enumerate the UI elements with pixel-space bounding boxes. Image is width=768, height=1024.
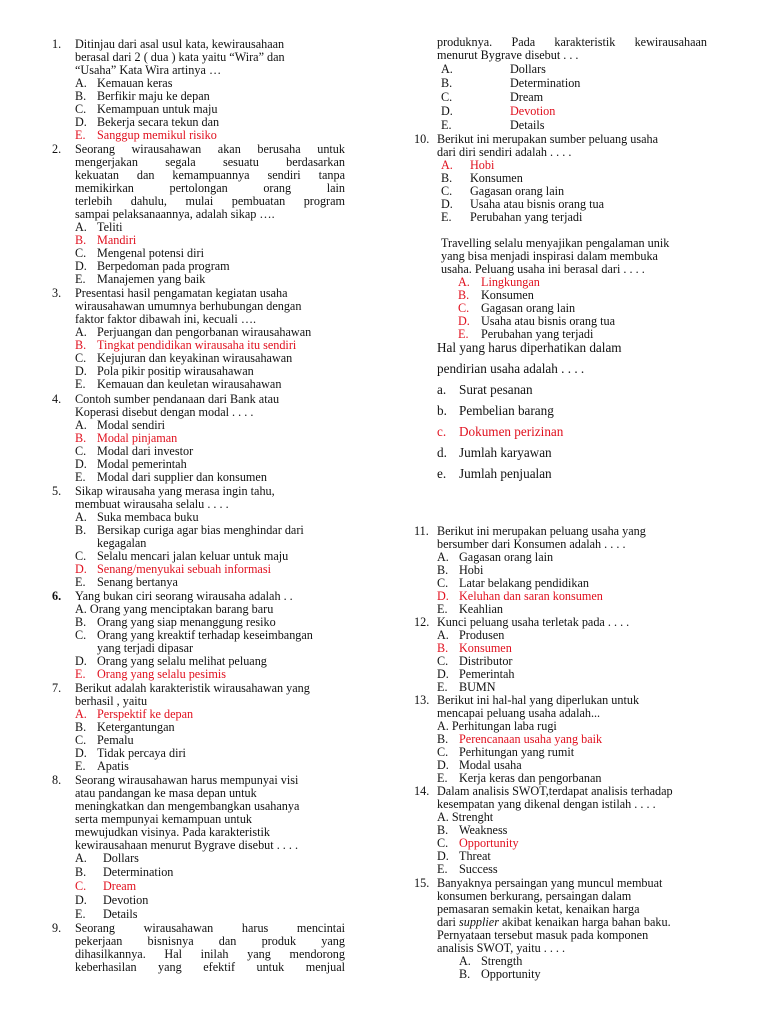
option-letter-answer: A. xyxy=(458,275,470,289)
option-text: Perubahan yang terjadi xyxy=(481,327,594,341)
option-letter: C. xyxy=(75,549,87,563)
question-8-text: serta mempunyai kemampuan untuk xyxy=(75,812,253,826)
option-letter: a. xyxy=(437,382,447,397)
question-4-text: Contoh sumber pendanaan dari Bank atau xyxy=(75,392,280,406)
option-letter: E. xyxy=(75,575,86,589)
option-text: Perjuangan dan pengorbanan wirausahawan xyxy=(97,325,312,339)
option-text: Details xyxy=(510,118,545,132)
option-text: Bersikap curiga agar bias menghindar dari xyxy=(97,523,304,537)
question-12-text: Kunci peluang usaha terletak pada . . . . xyxy=(437,615,630,629)
option-letter: E. xyxy=(75,759,86,773)
option-letter: B. xyxy=(75,720,87,734)
option-text: Gagasan orang lain xyxy=(470,184,565,198)
question-11-text: bersumber dari Konsumen adalah . . . . xyxy=(437,537,626,551)
question-3-text: Presentasi hasil pengamatan kegiatan usaha xyxy=(75,286,288,300)
question-travelling-text: yang bisa menjadi inspirasi dalam membuka xyxy=(441,249,658,263)
option-letter: B. xyxy=(459,967,471,981)
option-text: Modal dari investor xyxy=(97,444,194,458)
option-letter: B. xyxy=(75,865,87,879)
question-11-number: 11. xyxy=(414,524,429,538)
option-text: Orang yang siap menanggung resiko xyxy=(97,615,276,629)
option-letter: A. xyxy=(75,851,87,865)
option-letter: D. xyxy=(437,849,449,863)
option-letter: D. xyxy=(441,197,453,211)
option-letter-answer: D. xyxy=(437,589,449,603)
question-10-text: Berikut ini merupakan sumber peluang usaha xyxy=(437,132,659,146)
question-7-number: 7. xyxy=(52,681,62,695)
option-letter: e. xyxy=(437,466,447,481)
option-text: Konsumen xyxy=(481,288,534,302)
question-15-text: konsumen berkurang, persaingan dalam xyxy=(437,889,632,903)
option-letter: B. xyxy=(75,89,87,103)
option-letter: B. xyxy=(437,732,449,746)
question-5-number: 5. xyxy=(52,484,62,498)
option-text: Jumlah karyawan xyxy=(459,445,552,460)
option-letter: E. xyxy=(441,210,452,224)
option-letter: E. xyxy=(437,602,448,616)
question-11-text: Berikut ini merupakan peluang usaha yang xyxy=(437,524,646,538)
option-text: Pemerintah xyxy=(459,667,515,681)
option-text: Dollars xyxy=(103,851,139,865)
option-letter-answer: E. xyxy=(75,128,86,142)
option-letter-answer: B. xyxy=(75,338,87,352)
option-letter: B. xyxy=(441,76,453,90)
option-text: Mengenal potensi diri xyxy=(97,246,204,260)
option-text: A. Perhitungan laba rugi xyxy=(437,719,557,733)
question-15-text-part: akibat kenaikan harga bahan baku. xyxy=(498,915,671,929)
option-text: Berpedoman pada program xyxy=(97,259,230,273)
option-letter: D. xyxy=(75,364,87,378)
option-text-answer: Sanggup memikul risiko xyxy=(97,128,217,142)
question-8-text: atau pandangan ke masa depan untuk xyxy=(75,786,257,800)
option-text: Distributor xyxy=(459,654,513,668)
option-letter: D. xyxy=(437,758,449,772)
option-text: yang terjadi dipasar xyxy=(97,641,194,655)
question-10-text: dari diri sendiri adalah . . . . xyxy=(437,145,572,159)
question-2-text: mengerjakan segala sesuatu berdasarkan xyxy=(75,155,345,169)
option-letter: D. xyxy=(75,654,87,668)
option-text: Determination xyxy=(510,76,581,90)
question-1-text: berasal dari 2 ( dua ) kata yaitu “Wira” dan xyxy=(75,50,285,64)
option-text: kegagalan xyxy=(97,536,147,550)
question-travelling-text: Travelling selalu menyajikan pengalaman unik xyxy=(441,236,670,250)
option-letter: C. xyxy=(75,444,87,458)
question-2-text: kekuatan dan kemampuannya sendiri tanpa xyxy=(75,168,345,182)
option-text: Senang bertanya xyxy=(97,575,178,589)
option-text-answer: Keluhan dan saran konsumen xyxy=(459,589,603,603)
option-letter: A. xyxy=(459,954,471,968)
question-pendirian-text: Hal yang harus diperhatikan dalam xyxy=(437,340,622,355)
option-text-answer: Modal pinjaman xyxy=(97,431,178,445)
option-text: Gagasan orang lain xyxy=(481,301,576,315)
question-14-text: kesempatan yang dikenal dengan istilah . . . . xyxy=(437,797,656,811)
option-text-answer: Lingkungan xyxy=(481,275,540,289)
option-letter: B. xyxy=(75,615,87,629)
option-text: Dollars xyxy=(510,62,546,76)
option-letter: E. xyxy=(437,680,448,694)
option-letter: B. xyxy=(437,563,449,577)
option-text: Tidak percaya diri xyxy=(97,746,186,760)
option-text: Weakness xyxy=(459,823,508,837)
question-9-text: produknya. Pada karakteristik kewirausahaan xyxy=(437,35,707,49)
option-text: Suka membaca buku xyxy=(97,510,199,524)
option-letter: C. xyxy=(75,102,87,116)
option-letter: d. xyxy=(437,445,447,460)
question-2-number: 2. xyxy=(52,142,62,156)
option-text: BUMN xyxy=(459,680,496,694)
question-1-text: Ditinjau dari asal usul kata, kewirausahaan xyxy=(75,37,285,51)
question-8-text: mewujudkan visinya. Pada karakteristik xyxy=(75,825,270,839)
option-letter: E. xyxy=(75,272,86,286)
question-2-text: terlebih dahulu, mulai pembuatan program xyxy=(75,194,345,208)
question-15-text: Pernyataan tersebut masuk pada komponen xyxy=(437,928,649,942)
option-letter: D. xyxy=(458,314,470,328)
option-letter: A. xyxy=(75,510,87,524)
option-letter: B. xyxy=(75,523,87,537)
option-letter: E. xyxy=(441,118,452,132)
option-text: Details xyxy=(103,907,138,921)
option-letter: A. xyxy=(75,220,87,234)
option-text: Threat xyxy=(459,849,491,863)
option-text: Jumlah penjualan xyxy=(459,466,552,481)
question-15-text: Banyaknya persaingan yang muncul membuat xyxy=(437,876,663,890)
option-letter: E. xyxy=(75,907,86,921)
option-text: Pola pikir positip wirausahawan xyxy=(97,364,254,378)
option-text-answer: Hobi xyxy=(470,158,495,172)
question-travelling-text: usaha. Peluang usaha ini berasal dari . . . . xyxy=(441,262,645,276)
question-8-text: meningkatkan dan mengembangkan usahanya xyxy=(75,799,300,813)
option-text-answer: Perencanaan usaha yang baik xyxy=(459,732,603,746)
option-letter-answer: D. xyxy=(75,562,87,576)
option-letter: C. xyxy=(75,351,87,365)
option-letter: B. xyxy=(458,288,470,302)
question-3-text: wirausahawan umumnya berhubungan dengan xyxy=(75,299,302,313)
option-letter: C. xyxy=(441,184,453,198)
option-text: Produsen xyxy=(459,628,505,642)
option-text: Keahlian xyxy=(459,602,503,616)
option-letter: C. xyxy=(458,301,470,315)
option-letter: A. xyxy=(441,62,453,76)
question-4-number: 4. xyxy=(52,392,62,406)
option-text: Success xyxy=(459,862,498,876)
option-text: Kerja keras dan pengorbanan xyxy=(459,771,602,785)
question-10-number: 10. xyxy=(414,132,430,146)
option-text: Strength xyxy=(481,954,523,968)
option-letter: E. xyxy=(458,327,469,341)
supplier-term: supplier xyxy=(459,915,499,929)
option-text: Pemalu xyxy=(97,733,134,747)
question-3-number: 3. xyxy=(52,286,62,300)
option-letter: C. xyxy=(75,628,87,642)
option-letter: D. xyxy=(437,667,449,681)
option-text-answer: Perspektif ke depan xyxy=(97,707,194,721)
question-5-text: Sikap wirausaha yang merasa ingin tahu, xyxy=(75,484,275,498)
question-9-text: Seorang wirausahawan harus mencintai xyxy=(75,921,345,935)
option-letter: A. xyxy=(75,76,87,90)
option-text-answer: Dokumen perizinan xyxy=(459,424,564,439)
option-text: Apatis xyxy=(97,759,129,773)
option-text: Ketergantungan xyxy=(97,720,175,734)
option-text: Gagasan orang lain xyxy=(459,550,554,564)
option-text: Latar belakang pendidikan xyxy=(459,576,589,590)
question-8-text: Seorang wirausahawan harus mempunyai visi xyxy=(75,773,299,787)
option-letter: B. xyxy=(441,171,453,185)
option-text: Modal sendiri xyxy=(97,418,166,432)
option-letter: C. xyxy=(75,733,87,747)
question-15-text: analisis SWOT, yaitu . . . . xyxy=(437,941,566,955)
question-9-text: keberhasilan yang efektif untuk menjual xyxy=(75,960,345,974)
question-pendirian-text: pendirian usaha adalah . . . . xyxy=(437,361,585,376)
option-letter: A. xyxy=(75,325,87,339)
option-letter: A. xyxy=(437,628,449,642)
option-letter: C. xyxy=(437,576,449,590)
option-text: Perhitungan yang rumit xyxy=(459,745,575,759)
option-text: Kemauan dan keuletan wirausahawan xyxy=(97,377,282,391)
question-2-text: sampai pelaksanaannya, adalah sikap …. xyxy=(75,207,275,221)
option-text-answer: Opportunity xyxy=(459,836,519,850)
option-text: Orang yang kreaktif terhadap keseimbangan xyxy=(97,628,313,642)
option-text: Konsumen xyxy=(470,171,523,185)
question-1-number: 1. xyxy=(52,37,62,51)
question-5-text: membuat wirausaha selalu . . . . xyxy=(75,497,229,511)
option-letter-answer: E. xyxy=(75,667,86,681)
option-letter: E. xyxy=(75,377,86,391)
option-letter-answer: A. xyxy=(75,707,87,721)
option-letter: D. xyxy=(75,457,87,471)
option-text: Selalu mencari jalan keluar untuk maju xyxy=(97,549,289,563)
question-1-text: “Usaha” Kata Wira artinya … xyxy=(75,63,222,77)
question-4-text: Koperasi disebut dengan modal . . . . xyxy=(75,405,254,419)
option-text: Kemampuan untuk maju xyxy=(97,102,218,116)
question-3-text: faktor faktor dibawah ini, kecuali …. xyxy=(75,312,257,326)
option-text: Perubahan yang terjadi xyxy=(470,210,583,224)
question-8-number: 8. xyxy=(52,773,62,787)
option-text: Surat pesanan xyxy=(459,382,533,397)
option-letter: E. xyxy=(437,862,448,876)
option-letter-answer: B. xyxy=(75,233,87,247)
option-text: Pembelian barang xyxy=(459,403,554,418)
option-text-answer: Mandiri xyxy=(97,233,137,247)
question-9-text: dihasilkannya. Hal inilah yang mendorong xyxy=(75,947,345,961)
option-letter: A. xyxy=(437,550,449,564)
question-8-text: kewirausahaan menurut Bygrave disebut . . . . xyxy=(75,838,299,852)
option-text: A. Orang yang menciptakan barang baru xyxy=(75,602,274,616)
option-text: Orang yang selalu melihat peluang xyxy=(97,654,267,668)
option-text: Modal usaha xyxy=(459,758,522,772)
question-7-text: berhasil , yaitu xyxy=(75,694,148,708)
option-text: Kejujuran dan keyakinan wirausahawan xyxy=(97,351,293,365)
question-9-number: 9. xyxy=(52,921,62,935)
question-7-text: Berikut adalah karakteristik wirausahawan yang xyxy=(75,681,310,695)
question-15-number: 15. xyxy=(414,876,430,890)
question-14-number: 14. xyxy=(414,784,430,798)
option-text: Bekerja secara tekun dan xyxy=(97,115,220,129)
option-text: Modal dari supplier dan konsumen xyxy=(97,470,267,484)
option-letter: E. xyxy=(437,771,448,785)
option-letter: D. xyxy=(75,115,87,129)
option-letter: D. xyxy=(75,259,87,273)
option-text: Usaha atau bisnis orang tua xyxy=(481,314,616,328)
question-6-number: 6. xyxy=(52,589,62,603)
question-13-text: mencapai peluang usaha adalah... xyxy=(437,706,601,720)
question-14-text: Dalam analisis SWOT,terdapat analisis terhadap xyxy=(437,784,673,798)
option-letter-answer: c. xyxy=(437,424,447,439)
option-letter: b. xyxy=(437,403,447,418)
option-letter: D. xyxy=(75,746,87,760)
option-letter-answer: A. xyxy=(441,158,453,172)
question-15-text: pemasaran semakin ketat, kenaikan harga xyxy=(437,902,640,916)
question-6-text: Yang bukan ciri seorang wirausaha adalah . . xyxy=(75,589,293,603)
option-letter: B. xyxy=(437,823,449,837)
option-letter: C. xyxy=(437,836,449,850)
option-text: Determination xyxy=(103,865,174,879)
option-text: Kemauan keras xyxy=(97,76,173,90)
option-text-answer: Dream xyxy=(103,879,137,893)
option-letter: C. xyxy=(437,654,449,668)
option-text: Devotion xyxy=(103,893,149,907)
question-2-text: Seorang wirausahawan akan berusaha untuk xyxy=(75,142,345,156)
option-letter: C. xyxy=(437,745,449,759)
question-13-number: 13. xyxy=(414,693,430,707)
question-9-text: pekerjaan bisnisnya dan produk yang xyxy=(75,934,345,948)
option-letter-answer: C. xyxy=(75,879,87,893)
option-letter: C. xyxy=(75,246,87,260)
option-letter: C. xyxy=(441,90,453,104)
option-letter: E. xyxy=(75,470,86,484)
option-letter: D. xyxy=(75,893,87,907)
question-13-text: Berikut ini hal-hal yang diperlukan untuk xyxy=(437,693,640,707)
option-text: Teliti xyxy=(97,220,123,234)
option-text-answer: Devotion xyxy=(510,104,556,118)
question-9-text: menurut Bygrave disebut . . . xyxy=(437,48,579,62)
option-text: Modal pemerintah xyxy=(97,457,187,471)
option-text: Usaha atau bisnis orang tua xyxy=(470,197,605,211)
option-text: Berfikir maju ke depan xyxy=(97,89,210,103)
option-letter: D. xyxy=(441,104,453,118)
option-text-answer: Orang yang selalu pesimis xyxy=(97,667,226,681)
option-letter-answer: B. xyxy=(75,431,87,445)
option-text-answer: Konsumen xyxy=(459,641,512,655)
option-text-answer: Senang/menyukai sebuah informasi xyxy=(97,562,271,576)
option-letter: A. xyxy=(75,418,87,432)
option-letter-answer: B. xyxy=(437,641,449,655)
option-text: Dream xyxy=(510,90,544,104)
option-text: Opportunity xyxy=(481,967,541,981)
option-text: Hobi xyxy=(459,563,484,577)
question-2-text: memikirkan pertolongan orang lain xyxy=(75,181,345,195)
question-12-number: 12. xyxy=(414,615,430,629)
question-15-text-part: dari xyxy=(437,915,459,929)
option-text: A. Strenght xyxy=(437,810,494,824)
option-text-answer: Tingkat pendidikan wirausaha itu sendiri xyxy=(97,338,297,352)
option-text: Manajemen yang baik xyxy=(97,272,206,286)
